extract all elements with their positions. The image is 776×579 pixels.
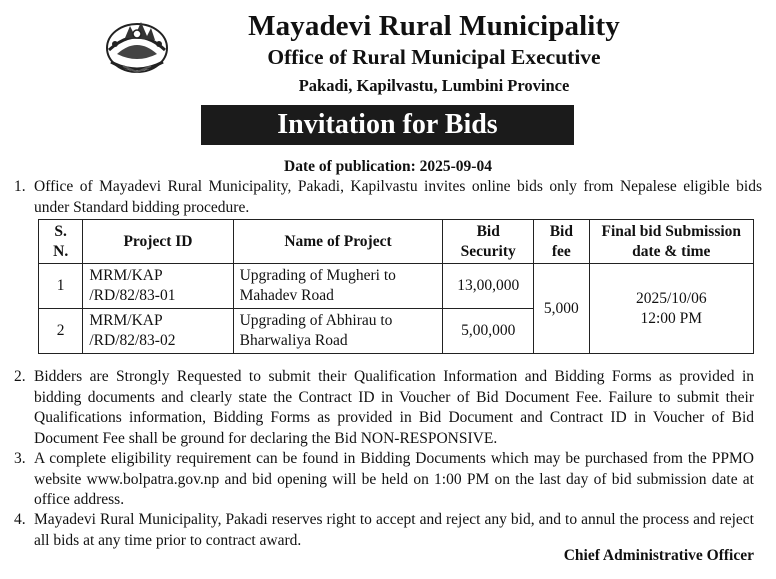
table-row	[39, 264, 754, 309]
paragraph-4	[14, 510, 754, 551]
row-project-name: Upgrading of Mugheri to Mahadev Road	[233, 264, 443, 309]
header-final-date: Final bid Submission date & time	[589, 220, 753, 264]
final-date-cell: 2025/10/06 12:00 PM	[589, 264, 753, 354]
paragraph-number: 2.	[14, 368, 26, 385]
row-project-id: MRM/KAP /RD/82/83-02	[83, 309, 233, 354]
header-project-name: Name of Project	[233, 220, 443, 264]
paragraph-1	[14, 177, 762, 218]
row-bid-security: 13,00,000	[443, 264, 534, 309]
header-sn: S. N.	[39, 220, 83, 264]
paragraph-text: Bidders are Strongly Requested to submit their Qualification Information and Bidding Forms as provided in bidding documents and clearly state the Contract ID in Voucher of Bid Document Fee. Failure to submit their Qualifications information, Bidding Forms as provided in Bid Document and Contract ID in Voucher of Bid Document Fee shall be ground for declaring the Bid NON-RESPONSIVE.	[34, 368, 754, 447]
paragraph-text: Office of Mayadevi Rural Municipality, Pakadi, Kapilvastu invites online bids only from Nepalese eligible bids under Standard bidding procedure.	[34, 178, 762, 216]
paragraph-3	[14, 449, 754, 511]
paragraph-text: Mayadevi Rural Municipality, Pakadi reserves right to accept and reject any bid, and to annul the process and reject all bids at any time prior to contract award.	[34, 511, 754, 549]
paragraph-number: 3.	[14, 450, 26, 467]
header-bid-security: Bid Security	[443, 220, 534, 264]
paragraph-text: A complete eligibility requirement can be found in Bidding Documents which may be purchased from the PPMO website www.bolpatra.gov.np and bid opening will be held on 1:00 PM on the last day of bid submission date at office address.	[34, 450, 754, 508]
paragraph-number: 1.	[14, 178, 26, 195]
municipality-title: Mayadevi Rural Municipality	[248, 10, 620, 42]
row-project-name: Upgrading of Abhirau to Bharwaliya Road	[233, 309, 443, 354]
row-sn: 2	[39, 309, 83, 354]
bids-table	[38, 219, 754, 354]
table-header-row	[39, 220, 754, 264]
notice-banner: Invitation for Bids	[201, 105, 574, 145]
paragraph-number: 4.	[14, 511, 26, 528]
header-project-id: Project ID	[83, 220, 233, 264]
bid-fee-cell: 5,000	[534, 264, 589, 354]
office-title: Office of Rural Municipal Executive	[267, 45, 601, 69]
signature-title: Chief Administrative Officer	[563, 547, 754, 564]
header-bid-fee: Bid fee	[534, 220, 589, 264]
paragraph-2	[14, 367, 754, 449]
office-address: Pakadi, Kapilvastu, Lumbini Province	[298, 76, 570, 95]
publication-date: Date of publication: 2025-09-04	[284, 158, 492, 175]
row-project-id: MRM/KAP /RD/82/83-01	[83, 264, 233, 309]
row-sn: 1	[39, 264, 83, 309]
row-bid-security: 5,00,000	[443, 309, 534, 354]
